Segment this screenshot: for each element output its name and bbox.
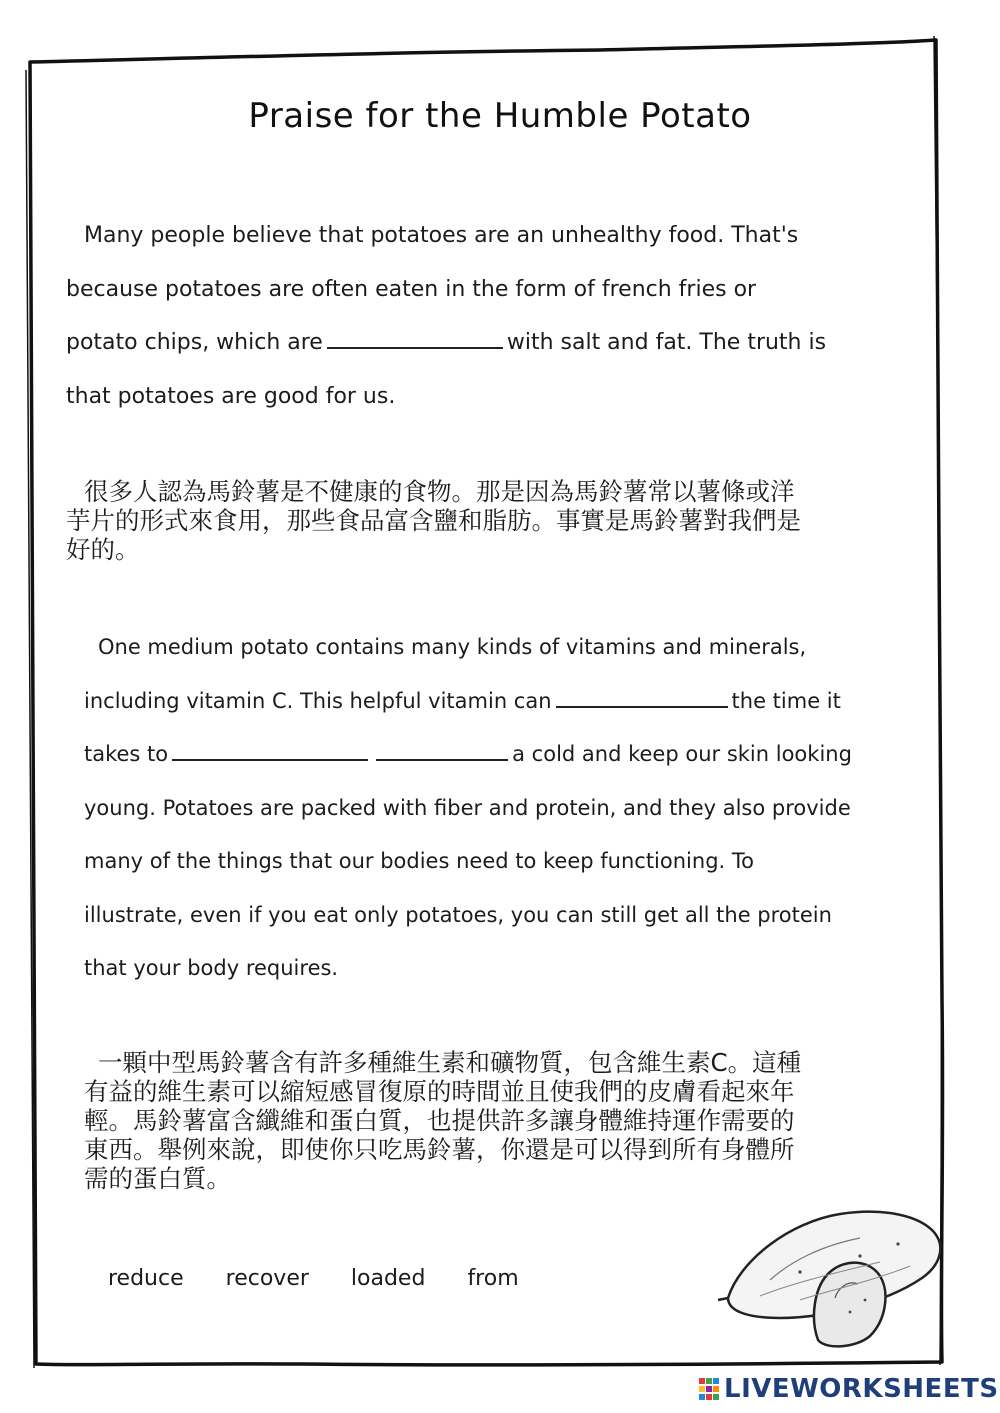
paragraph-line-with-blank <box>84 728 852 782</box>
paragraph-2-english <box>84 621 852 996</box>
paragraph-line: because potatoes are often eaten in the form of french fries or <box>66 276 757 302</box>
line-text: takes to <box>84 742 169 766</box>
answer-blank-2[interactable] <box>556 688 728 708</box>
paragraph-line: young. Potatoes are packed with fiber and protein, and they also provide <box>84 795 851 820</box>
answer-blank-1[interactable] <box>327 329 503 349</box>
answer-blank-3[interactable] <box>172 741 368 761</box>
paragraph-line: One medium potato contains many kinds of vitamins and minerals, <box>98 635 807 659</box>
paragraph-line: that potatoes are good for us. <box>66 383 396 409</box>
paragraph-line: 很多人認為馬鈴薯是不健康的食物。那是因為馬鈴薯常以薯條或洋 <box>84 477 795 506</box>
line-text: with salt and fat. The truth is <box>506 330 827 355</box>
paragraph-line: that your body requires. <box>84 956 339 980</box>
paragraph-line: 好的。 <box>66 535 140 564</box>
line-text: a cold and keep our skin looking <box>512 742 852 766</box>
paragraph-1-chinese <box>66 477 801 564</box>
word-bank <box>108 1266 561 1291</box>
paragraph-2-chinese <box>84 1048 801 1193</box>
line-text: including vitamin C. This helpful vitamin can <box>84 688 552 713</box>
paragraph-line: Many people believe that potatoes are an unhealthy food. That's <box>84 223 799 248</box>
paragraph-line: 一顆中型馬鈴薯含有許多種維生素和礦物質，包含維生素C。這種 <box>98 1048 802 1077</box>
paragraph-line-with-blank <box>84 675 852 729</box>
brand-text: LIVEWORKSHEETS <box>724 1374 999 1404</box>
paragraph-line: 輕。馬鈴薯富含纖維和蛋白質，也提供許多讓身體維持運作需要的 <box>84 1106 795 1135</box>
paragraph-line: illustrate, even if you eat only potatoes, you can still get all the protein <box>84 902 832 927</box>
paragraph-line: 有益的維生素可以縮短感冒復原的時間並且使我們的皮膚看起來年 <box>84 1077 795 1106</box>
word-bank-item[interactable]: loaded <box>350 1266 426 1291</box>
paragraph-line: 需的蛋白質。 <box>84 1164 231 1193</box>
worksheet-title: Praise for the Humble Potato <box>248 96 752 136</box>
paragraph-line-with-blank <box>66 316 826 370</box>
line-text: the time it <box>731 688 841 713</box>
paragraph-line: 東西。舉例來說，即使你只吃馬鈴薯，你還是可以得到所有身體所 <box>84 1135 795 1164</box>
paragraph-line: 芋片的形式來食用，那些食品富含鹽和脂肪。事實是馬鈴薯對我們是 <box>66 506 801 535</box>
word-bank-item[interactable]: from <box>467 1266 519 1291</box>
answer-blank-4[interactable] <box>376 741 508 761</box>
paragraph-1-english <box>66 209 826 423</box>
liveworksheets-logo-icon <box>698 1376 720 1402</box>
word-bank-item[interactable]: recover <box>225 1266 309 1291</box>
line-text: potato chips, which are <box>66 330 323 355</box>
paragraph-line: many of the things that our bodies need to keep functioning. To <box>84 849 754 873</box>
liveworksheets-brand <box>698 1374 999 1404</box>
word-bank-item[interactable]: reduce <box>108 1266 184 1291</box>
potato-illustration-icon <box>710 1200 950 1350</box>
